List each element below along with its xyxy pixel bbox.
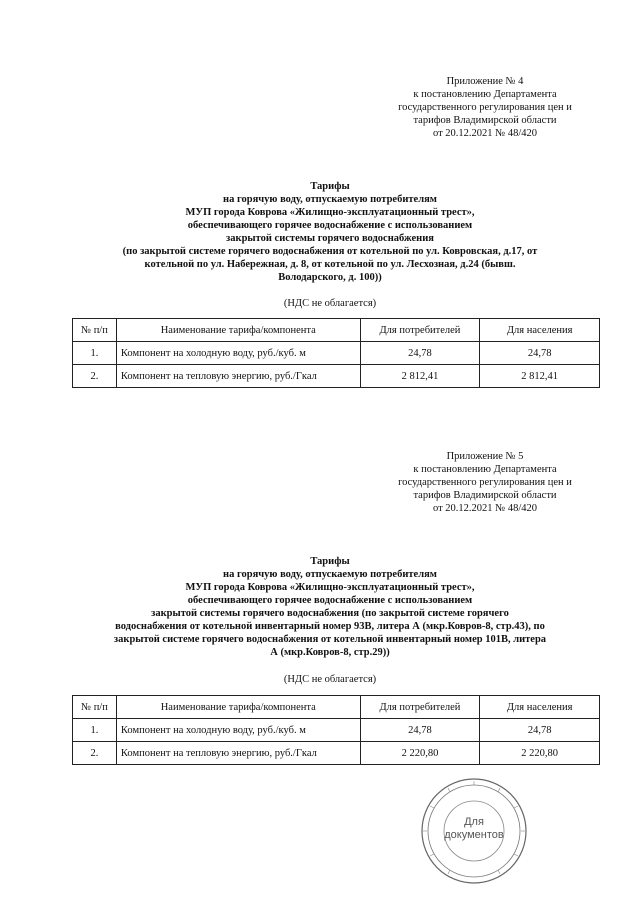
row-consumers-value: 24,78 [360,719,480,742]
title-line: МУП города Коврова «Жилищно-эксплуатационный трест», [185,582,475,593]
tariff-title-1 [70,180,590,284]
row-number: 1. [73,719,117,742]
row-population-value: 2 220,80 [480,742,600,765]
col-header-number: № п/п [73,696,117,719]
title-line: закрытой системы горячего водоснабжения (по закрытой системе горячего [151,608,509,619]
row-consumers-value: 2 812,41 [360,365,480,388]
appendix-ref: к постановлению Департамента [413,464,557,475]
appendix-ref: тарифов Владимирской области [413,490,557,501]
col-header-number: № п/п [73,319,117,342]
col-header-consumers: Для потребителей [360,319,480,342]
title-line: Володарского, д. 100)) [278,272,382,283]
table-header-row [73,319,600,342]
appendix-date: от 20.12.2021 № 48/420 [432,128,537,139]
title-line: Тарифы [310,181,350,192]
row-consumers-value: 24,78 [360,342,480,365]
title-line: на горячую воду, отпускаемую потребителям [223,569,437,580]
title-line: А (мкр.Ковров-8, стр.29)) [270,647,390,658]
row-number: 1. [73,342,117,365]
title-line: МУП города Коврова «Жилищно-эксплуатационный трест», [185,207,475,218]
stamp-text: Для [464,816,484,828]
table-row [73,742,600,765]
row-consumers-value: 2 220,80 [360,742,480,765]
title-line: водоснабжения от котельной инвентарный номер 93В, литера А (мкр.Ковров-8, стр.43), по [115,621,545,632]
row-population-value: 2 812,41 [480,365,600,388]
stamp-text: документов [444,829,504,841]
col-header-consumers: Для потребителей [360,696,480,719]
row-number: 2. [73,742,117,765]
table-row [73,342,600,365]
appendix-ref: к постановлению Департамента [413,89,557,100]
title-line: котельной по ул. Набережная, д. 8, от котельной по ул. Лесхозная, д.24 (бывш. [144,259,516,270]
appendix-number: Приложение № 5 [446,451,524,462]
official-stamp [408,776,540,886]
tariff-table-1 [72,318,600,388]
row-population-value: 24,78 [480,719,600,742]
row-name: Компонент на холодную воду, руб./куб. м [116,342,360,365]
col-header-name: Наименование тарифа/компонента [116,319,360,342]
col-header-population: Для населения [480,319,600,342]
row-name: Компонент на тепловую энергию, руб./Гкал [116,742,360,765]
appendix-ref: тарифов Владимирской области [413,115,557,126]
table-row [73,365,600,388]
appendix-ref: государственного регулирования цен и [398,102,572,113]
tariff-title-2 [70,555,590,659]
row-name: Компонент на тепловую энергию, руб./Гкал [116,365,360,388]
title-line: закрытой системе горячего водоснабжения от котельной инвентарный номер 101В, литера [113,634,547,645]
table-row [73,719,600,742]
vat-note-1: (НДС не облагается) [283,298,377,309]
row-number: 2. [73,365,117,388]
vat-note-2: (НДС не облагается) [283,674,377,685]
tariff-table-2 [72,695,600,765]
title-line: на горячую воду, отпускаемую потребителям [223,194,437,205]
title-line: (по закрытой системе горячего водоснабжения от котельной по ул. Ковровская, д.17, от [122,246,538,257]
appendix-number: Приложение № 4 [446,76,524,87]
appendix-ref: государственного регулирования цен и [398,477,572,488]
title-line: Тарифы [310,556,350,567]
title-line: обеспечивающего горячее водоснабжение с использованием [187,220,473,231]
table-header-row [73,696,600,719]
col-header-population: Для населения [480,696,600,719]
row-population-value: 24,78 [480,342,600,365]
title-line: обеспечивающего горячее водоснабжение с использованием [187,595,473,606]
appendix-header-5 [360,450,610,515]
appendix-header-4 [360,75,610,140]
row-name: Компонент на холодную воду, руб./куб. м [116,719,360,742]
appendix-date: от 20.12.2021 № 48/420 [432,503,537,514]
title-line: закрытой системы горячего водоснабжения [226,233,434,244]
col-header-name: Наименование тарифа/компонента [116,696,360,719]
